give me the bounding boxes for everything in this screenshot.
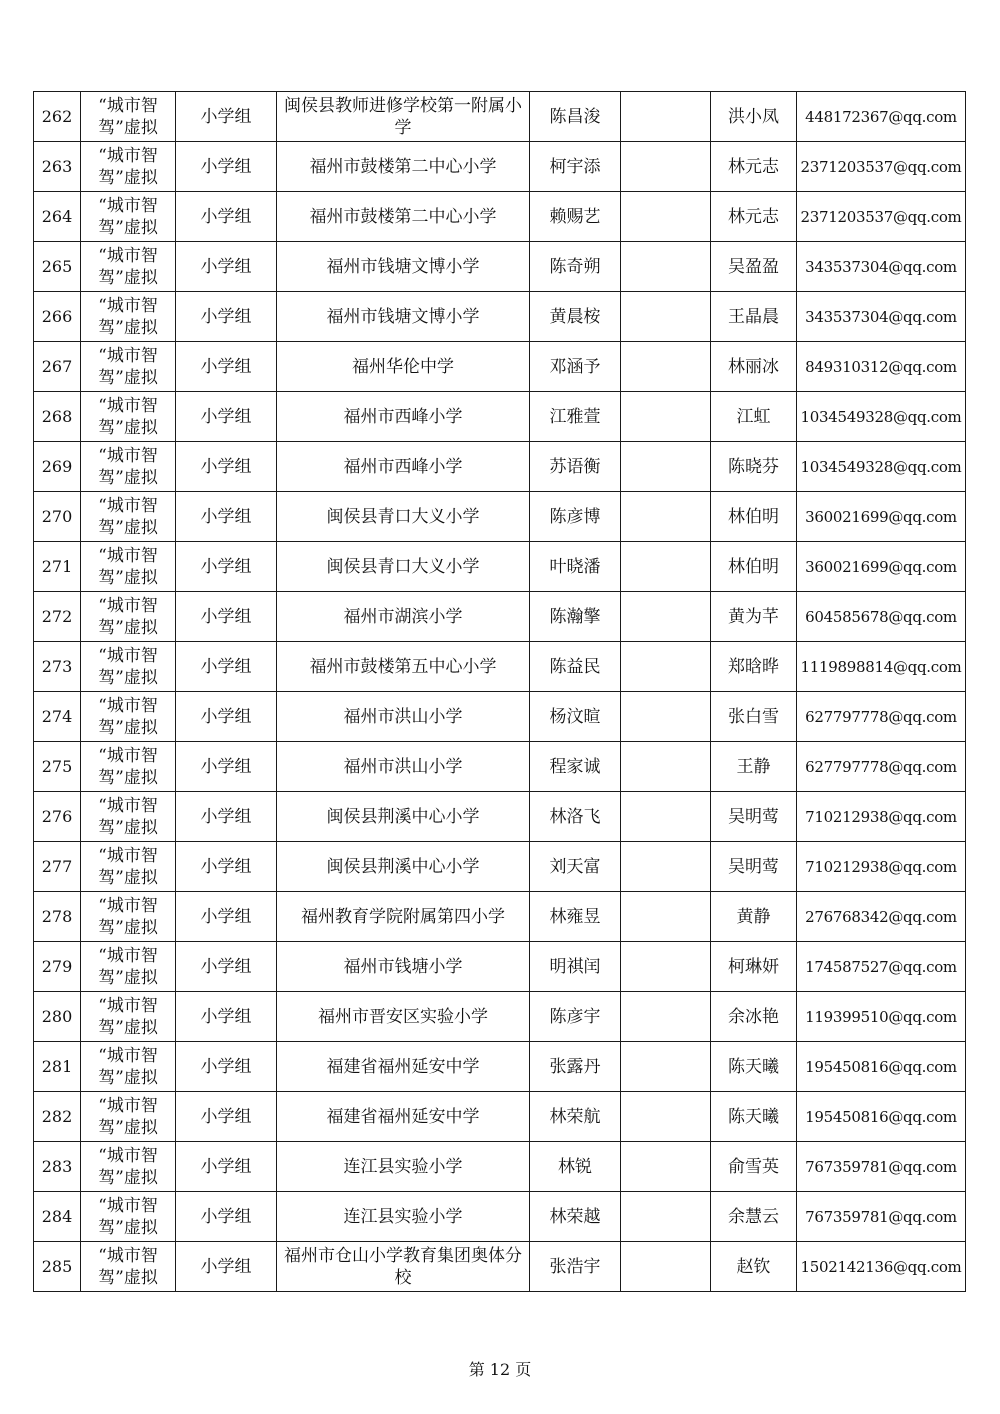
- cell-group: 小学组: [176, 492, 277, 542]
- cell-teacher: 王静: [711, 742, 797, 792]
- cell-blank: [621, 342, 711, 392]
- cell-school: 闽侯县荆溪中心小学: [277, 792, 530, 842]
- table-row: [34, 692, 966, 742]
- cell-project: “城市智驾”虚拟: [81, 892, 176, 942]
- cell-teacher: 洪小凤: [711, 92, 797, 142]
- cell-email: 119399510@qq.com: [797, 992, 966, 1042]
- cell-teacher: 陈天曦: [711, 1042, 797, 1092]
- cell-group: 小学组: [176, 442, 277, 492]
- cell-blank: [621, 742, 711, 792]
- cell-teacher: 林丽冰: [711, 342, 797, 392]
- cell-student: 张浩宇: [530, 1242, 621, 1292]
- cell-group: 小学组: [176, 192, 277, 242]
- table-row: [34, 992, 966, 1042]
- cell-student: 刘天富: [530, 842, 621, 892]
- cell-blank: [621, 692, 711, 742]
- cell-group: 小学组: [176, 892, 277, 942]
- cell-school: 福州市钱塘小学: [277, 942, 530, 992]
- cell-email: 1119898814@qq.com: [797, 642, 966, 692]
- cell-number: 283: [34, 1142, 81, 1192]
- cell-group: 小学组: [176, 1142, 277, 1192]
- table-body: [34, 92, 966, 1292]
- cell-number: 262: [34, 92, 81, 142]
- cell-group: 小学组: [176, 1092, 277, 1142]
- cell-school: 福州市湖滨小学: [277, 592, 530, 642]
- cell-student: 张露丹: [530, 1042, 621, 1092]
- cell-project: “城市智驾”虚拟: [81, 242, 176, 292]
- cell-blank: [621, 992, 711, 1042]
- cell-email: 767359781@qq.com: [797, 1142, 966, 1192]
- cell-school: 福州市鼓楼第五中心小学: [277, 642, 530, 692]
- cell-blank: [621, 1042, 711, 1092]
- cell-number: 273: [34, 642, 81, 692]
- cell-student: 江雅萱: [530, 392, 621, 442]
- cell-project: “城市智驾”虚拟: [81, 692, 176, 742]
- cell-blank: [621, 242, 711, 292]
- cell-blank: [621, 442, 711, 492]
- cell-student: 叶晓潘: [530, 542, 621, 592]
- table-row: [34, 1192, 966, 1242]
- cell-school: 福州市洪山小学: [277, 742, 530, 792]
- cell-school: 闽侯县荆溪中心小学: [277, 842, 530, 892]
- cell-teacher: 林元志: [711, 142, 797, 192]
- cell-project: “城市智驾”虚拟: [81, 542, 176, 592]
- cell-project: “城市智驾”虚拟: [81, 992, 176, 1042]
- cell-teacher: 陈晓芬: [711, 442, 797, 492]
- cell-teacher: 林伯明: [711, 492, 797, 542]
- cell-group: 小学组: [176, 842, 277, 892]
- cell-group: 小学组: [176, 642, 277, 692]
- table-row: [34, 892, 966, 942]
- cell-number: 275: [34, 742, 81, 792]
- cell-email: 2371203537@qq.com: [797, 142, 966, 192]
- cell-project: “城市智驾”虚拟: [81, 442, 176, 492]
- cell-student: 林雍昱: [530, 892, 621, 942]
- cell-school: 福州市仓山小学教育集团奥体分校: [277, 1242, 530, 1292]
- cell-school: 连江县实验小学: [277, 1142, 530, 1192]
- cell-blank: [621, 1242, 711, 1292]
- cell-number: 279: [34, 942, 81, 992]
- cell-project: “城市智驾”虚拟: [81, 942, 176, 992]
- cell-school: 福州教育学院附属第四小学: [277, 892, 530, 942]
- cell-blank: [621, 92, 711, 142]
- cell-teacher: 吴盈盈: [711, 242, 797, 292]
- cell-number: 267: [34, 342, 81, 392]
- table-row: [34, 542, 966, 592]
- cell-group: 小学组: [176, 792, 277, 842]
- cell-email: 849310312@qq.com: [797, 342, 966, 392]
- table-row: [34, 392, 966, 442]
- table-row: [34, 1142, 966, 1192]
- cell-student: 赖赐艺: [530, 192, 621, 242]
- cell-teacher: 吴明莺: [711, 792, 797, 842]
- cell-student: 柯宇添: [530, 142, 621, 192]
- cell-group: 小学组: [176, 742, 277, 792]
- cell-group: 小学组: [176, 142, 277, 192]
- cell-number: 268: [34, 392, 81, 442]
- cell-student: 林锐: [530, 1142, 621, 1192]
- cell-number: 269: [34, 442, 81, 492]
- cell-number: 274: [34, 692, 81, 742]
- cell-number: 264: [34, 192, 81, 242]
- cell-student: 陈彦博: [530, 492, 621, 542]
- cell-number: 271: [34, 542, 81, 592]
- cell-email: 1502142136@qq.com: [797, 1242, 966, 1292]
- table-row: [34, 292, 966, 342]
- cell-student: 明祺闰: [530, 942, 621, 992]
- cell-project: “城市智驾”虚拟: [81, 342, 176, 392]
- cell-student: 林洛飞: [530, 792, 621, 842]
- cell-project: “城市智驾”虚拟: [81, 192, 176, 242]
- cell-blank: [621, 642, 711, 692]
- cell-teacher: 吴明莺: [711, 842, 797, 892]
- cell-email: 1034549328@qq.com: [797, 442, 966, 492]
- registration-table: [33, 91, 966, 1292]
- cell-school: 闽侯县青口大义小学: [277, 542, 530, 592]
- cell-group: 小学组: [176, 92, 277, 142]
- cell-email: 343537304@qq.com: [797, 292, 966, 342]
- cell-email: 276768342@qq.com: [797, 892, 966, 942]
- cell-blank: [621, 792, 711, 842]
- table-row: [34, 242, 966, 292]
- cell-school: 福州市晋安区实验小学: [277, 992, 530, 1042]
- table-row: [34, 492, 966, 542]
- cell-teacher: 俞雪英: [711, 1142, 797, 1192]
- cell-blank: [621, 492, 711, 542]
- cell-number: 278: [34, 892, 81, 942]
- cell-blank: [621, 192, 711, 242]
- cell-student: 杨汶暄: [530, 692, 621, 742]
- cell-project: “城市智驾”虚拟: [81, 592, 176, 642]
- cell-school: 闽侯县教师进修学校第一附属小学: [277, 92, 530, 142]
- cell-group: 小学组: [176, 1192, 277, 1242]
- cell-email: 710212938@qq.com: [797, 842, 966, 892]
- cell-student: 陈奇朔: [530, 242, 621, 292]
- table-row: [34, 792, 966, 842]
- cell-email: 360021699@qq.com: [797, 492, 966, 542]
- cell-teacher: 林元志: [711, 192, 797, 242]
- table-row: [34, 342, 966, 392]
- table-row: [34, 192, 966, 242]
- table-row: [34, 842, 966, 892]
- cell-blank: [621, 142, 711, 192]
- table-row: [34, 1042, 966, 1092]
- cell-project: “城市智驾”虚拟: [81, 392, 176, 442]
- cell-teacher: 张白雪: [711, 692, 797, 742]
- cell-email: 360021699@qq.com: [797, 542, 966, 592]
- cell-number: 265: [34, 242, 81, 292]
- cell-student: 林荣越: [530, 1192, 621, 1242]
- cell-student: 陈益民: [530, 642, 621, 692]
- cell-group: 小学组: [176, 1242, 277, 1292]
- cell-school: 福州市鼓楼第二中心小学: [277, 192, 530, 242]
- cell-project: “城市智驾”虚拟: [81, 1042, 176, 1092]
- cell-number: 280: [34, 992, 81, 1042]
- cell-email: 195450816@qq.com: [797, 1042, 966, 1092]
- cell-group: 小学组: [176, 592, 277, 642]
- cell-teacher: 黄为芊: [711, 592, 797, 642]
- cell-group: 小学组: [176, 292, 277, 342]
- cell-project: “城市智驾”虚拟: [81, 492, 176, 542]
- cell-school: 福州市钱塘文博小学: [277, 242, 530, 292]
- cell-email: 174587527@qq.com: [797, 942, 966, 992]
- cell-number: 285: [34, 1242, 81, 1292]
- cell-project: “城市智驾”虚拟: [81, 292, 176, 342]
- cell-student: 程家诚: [530, 742, 621, 792]
- cell-blank: [621, 292, 711, 342]
- cell-teacher: 余慧云: [711, 1192, 797, 1242]
- cell-teacher: 江虹: [711, 392, 797, 442]
- cell-number: 282: [34, 1092, 81, 1142]
- cell-project: “城市智驾”虚拟: [81, 1242, 176, 1292]
- cell-teacher: 郑晗晔: [711, 642, 797, 692]
- table-row: [34, 1092, 966, 1142]
- cell-student: 陈昌浚: [530, 92, 621, 142]
- cell-email: 195450816@qq.com: [797, 1092, 966, 1142]
- cell-teacher: 林伯明: [711, 542, 797, 592]
- cell-group: 小学组: [176, 392, 277, 442]
- cell-email: 2371203537@qq.com: [797, 192, 966, 242]
- cell-teacher: 赵钦: [711, 1242, 797, 1292]
- cell-project: “城市智驾”虚拟: [81, 642, 176, 692]
- cell-group: 小学组: [176, 242, 277, 292]
- cell-email: 604585678@qq.com: [797, 592, 966, 642]
- table-row: [34, 442, 966, 492]
- cell-number: 270: [34, 492, 81, 542]
- cell-blank: [621, 1192, 711, 1242]
- cell-school: 闽侯县青口大义小学: [277, 492, 530, 542]
- cell-student: 陈彦宇: [530, 992, 621, 1042]
- cell-school: 连江县实验小学: [277, 1192, 530, 1242]
- cell-email: 627797778@qq.com: [797, 742, 966, 792]
- cell-school: 福州市钱塘文博小学: [277, 292, 530, 342]
- cell-number: 263: [34, 142, 81, 192]
- cell-school: 福建省福州延安中学: [277, 1042, 530, 1092]
- cell-blank: [621, 592, 711, 642]
- cell-student: 林荣航: [530, 1092, 621, 1142]
- table-row: [34, 742, 966, 792]
- cell-blank: [621, 1092, 711, 1142]
- cell-number: 281: [34, 1042, 81, 1092]
- cell-school: 福州华伦中学: [277, 342, 530, 392]
- cell-blank: [621, 542, 711, 592]
- table-row: [34, 592, 966, 642]
- cell-student: 陈瀚擎: [530, 592, 621, 642]
- cell-number: 276: [34, 792, 81, 842]
- cell-number: 277: [34, 842, 81, 892]
- cell-teacher: 黄静: [711, 892, 797, 942]
- cell-email: 448172367@qq.com: [797, 92, 966, 142]
- cell-student: 黄晨桉: [530, 292, 621, 342]
- cell-teacher: 柯琳妍: [711, 942, 797, 992]
- cell-project: “城市智驾”虚拟: [81, 92, 176, 142]
- cell-blank: [621, 392, 711, 442]
- cell-project: “城市智驾”虚拟: [81, 142, 176, 192]
- cell-project: “城市智驾”虚拟: [81, 1192, 176, 1242]
- cell-email: 1034549328@qq.com: [797, 392, 966, 442]
- cell-number: 266: [34, 292, 81, 342]
- cell-school: 福州市西峰小学: [277, 442, 530, 492]
- table-row: [34, 142, 966, 192]
- cell-email: 767359781@qq.com: [797, 1192, 966, 1242]
- cell-group: 小学组: [176, 942, 277, 992]
- cell-school: 福建省福州延安中学: [277, 1092, 530, 1142]
- cell-blank: [621, 1142, 711, 1192]
- cell-email: 343537304@qq.com: [797, 242, 966, 292]
- cell-student: 邓涵予: [530, 342, 621, 392]
- cell-project: “城市智驾”虚拟: [81, 1142, 176, 1192]
- cell-school: 福州市洪山小学: [277, 692, 530, 742]
- cell-blank: [621, 892, 711, 942]
- cell-project: “城市智驾”虚拟: [81, 842, 176, 892]
- cell-school: 福州市西峰小学: [277, 392, 530, 442]
- table-row: [34, 942, 966, 992]
- cell-project: “城市智驾”虚拟: [81, 1092, 176, 1142]
- cell-group: 小学组: [176, 542, 277, 592]
- cell-email: 710212938@qq.com: [797, 792, 966, 842]
- cell-teacher: 王晶晨: [711, 292, 797, 342]
- cell-group: 小学组: [176, 342, 277, 392]
- cell-teacher: 余冰艳: [711, 992, 797, 1042]
- cell-email: 627797778@qq.com: [797, 692, 966, 742]
- cell-student: 苏语衡: [530, 442, 621, 492]
- cell-blank: [621, 842, 711, 892]
- cell-number: 284: [34, 1192, 81, 1242]
- table-row: [34, 92, 966, 142]
- cell-school: 福州市鼓楼第二中心小学: [277, 142, 530, 192]
- cell-group: 小学组: [176, 1042, 277, 1092]
- table-row: [34, 1242, 966, 1292]
- page-number: 第 12 页: [468, 1360, 532, 1379]
- cell-group: 小学组: [176, 692, 277, 742]
- cell-blank: [621, 942, 711, 992]
- cell-teacher: 陈天曦: [711, 1092, 797, 1142]
- cell-project: “城市智驾”虚拟: [81, 742, 176, 792]
- cell-group: 小学组: [176, 992, 277, 1042]
- cell-number: 272: [34, 592, 81, 642]
- cell-project: “城市智驾”虚拟: [81, 792, 176, 842]
- table-row: [34, 642, 966, 692]
